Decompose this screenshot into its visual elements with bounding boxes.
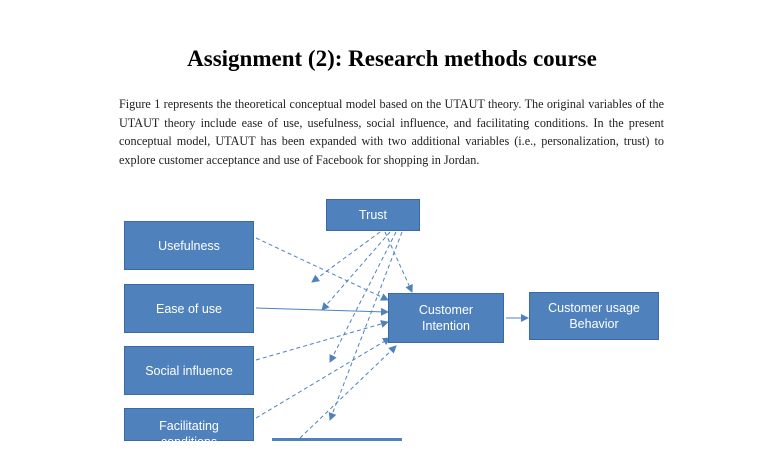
ease-of-use-box: Ease of use: [124, 284, 254, 333]
arrow-ease-to-intention: [256, 308, 388, 312]
arrow-trust-to-usefulness-path: [312, 232, 380, 282]
facilitating-conditions-box: Facilitating conditions: [124, 408, 254, 441]
social-influence-box: Social influence: [124, 346, 254, 395]
bottom-box-edge: [272, 438, 402, 441]
arrow-lower-to-intention: [300, 346, 396, 438]
arrow-trust-to-ease-path: [322, 232, 390, 310]
trust-box: Trust: [326, 199, 420, 231]
arrow-social-to-intention: [256, 322, 388, 360]
arrow-usefulness-to-intention: [256, 238, 388, 300]
body-paragraph: Figure 1 represents the theoretical conceptual model based on the UTAUT theory. The original variables of the UTAUT theory include ease of use, usefulness, social influence, and facilitating conditions. In the present conceptual model, UTAUT has been expanded with two additional variables (i.e., personalization, trust) to explore customer acceptance and use of Facebook for shopping in Jordan.: [119, 97, 664, 167]
arrow-trust-to-social-path: [330, 232, 396, 362]
customer-usage-behavior-box: Customer usage Behavior: [529, 292, 659, 340]
arrow-facilitating-to-intention: [256, 338, 390, 418]
customer-intention-box: Customer Intention: [388, 293, 504, 343]
usefulness-box: Usefulness: [124, 221, 254, 270]
document-title: Assignment (2): Research methods course: [187, 46, 597, 71]
